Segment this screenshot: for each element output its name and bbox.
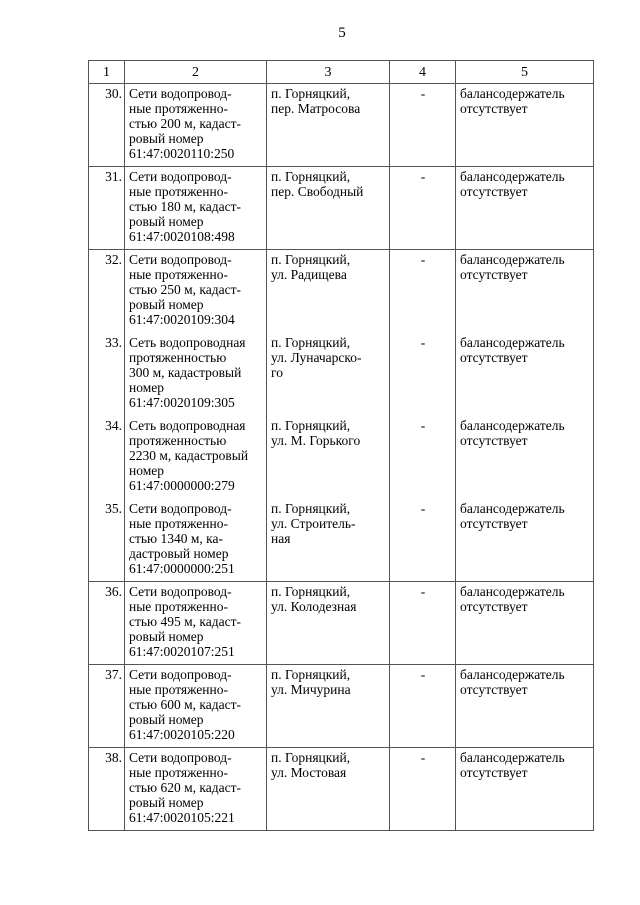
balance-holder-line: отсутствует — [460, 349, 528, 365]
object-description — [125, 250, 267, 333]
page-number: 5 — [338, 25, 346, 41]
object-address-line: ул. Строитель- — [271, 515, 356, 531]
balance-holder — [456, 665, 594, 748]
object-address-line: го — [271, 364, 283, 380]
table-row — [89, 250, 594, 333]
object-description-line: стью 620 м, кадаст- — [129, 780, 242, 795]
object-description-line: 61:47:0020109:304 — [129, 312, 235, 327]
column-4-value: - — [390, 665, 456, 748]
balance-holder — [456, 748, 594, 831]
balance-holder-line: отсутствует — [460, 515, 528, 531]
balance-holder-line: балансодержатель — [460, 417, 565, 433]
object-description-line: стью 250 м, кадаст- — [129, 282, 242, 297]
object-description — [125, 416, 267, 499]
column-4-value: - — [390, 416, 456, 499]
balance-holder-line: балансодержатель — [460, 169, 565, 184]
object-description-line: дастровый номер — [129, 545, 229, 561]
object-description-line: ные протяженно- — [129, 184, 228, 199]
row-number: 38. — [89, 748, 125, 831]
object-description — [125, 582, 267, 665]
balance-holder — [456, 84, 594, 167]
object-description-line: 61:47:0020110:250 — [129, 146, 235, 161]
balance-holder — [456, 250, 594, 333]
object-address-line: п. Горняцкий, — [271, 500, 351, 516]
header-cell-4: 4 — [390, 61, 456, 84]
object-description-line: Сети водопровод- — [129, 750, 232, 765]
balance-holder — [456, 582, 594, 665]
column-4-value: - — [390, 84, 456, 167]
column-4-value: - — [390, 748, 456, 831]
row-number: 35. — [89, 499, 125, 582]
object-description-line: Сеть водопроводная — [129, 417, 246, 433]
object-description-line: ные протяженно- — [129, 682, 228, 697]
object-address-line: ул. Луначарско- — [271, 349, 362, 365]
object-description-line: Сети водопровод- — [129, 252, 232, 267]
balance-holder-line: балансодержатель — [460, 500, 565, 516]
object-description-line: протяженностью — [129, 432, 227, 448]
object-address-line: п. Горняцкий, — [271, 417, 351, 433]
balance-holder — [456, 333, 594, 416]
object-description-line: стью 495 м, кадаст- — [129, 614, 242, 629]
object-description — [125, 84, 267, 167]
object-description-line: ровый номер — [129, 629, 204, 644]
table-row — [89, 499, 594, 582]
object-address-line: ная — [271, 530, 291, 546]
object-description-line: стью 180 м, кадаст- — [129, 199, 242, 214]
balance-holder-line: балансодержатель — [460, 86, 565, 101]
object-description-line: Сети водопровод- — [129, 584, 232, 599]
object-description-line: протяженностью — [129, 349, 227, 365]
row-number: 36. — [89, 582, 125, 665]
object-address-line: п. Горняцкий, — [271, 750, 351, 765]
object-description-line: ровый номер — [129, 297, 204, 312]
object-address-line: ул. Колодезная — [271, 599, 357, 614]
object-address-line: ул. М. Горького — [271, 432, 361, 448]
object-address-line: п. Горняцкий, — [271, 667, 351, 682]
column-4-value: - — [390, 499, 456, 582]
row-number: 32. — [89, 250, 125, 333]
object-description-line: ные протяженно- — [129, 101, 228, 116]
object-address-line: пер. Свободный — [271, 184, 364, 199]
column-4-value: - — [390, 167, 456, 250]
object-address-line: ул. Мичурина — [271, 682, 351, 697]
header-cell-1: 1 — [89, 61, 125, 84]
table-row — [89, 167, 594, 250]
column-4-value: - — [390, 333, 456, 416]
object-description-line: стью 200 м, кадаст- — [129, 116, 242, 131]
object-description-line: ровый номер — [129, 214, 204, 229]
object-description-line: Сеть водопроводная — [129, 334, 246, 350]
object-description-line: Сети водопровод- — [129, 500, 232, 516]
object-description-line: Сети водопровод- — [129, 86, 232, 101]
object-description-line: ровый номер — [129, 795, 204, 810]
object-description-line: 300 м, кадастровый — [129, 364, 242, 380]
object-description-line: 61:47:0000000:279 — [129, 477, 235, 493]
header-row — [89, 61, 594, 84]
object-address — [267, 499, 390, 582]
object-description-line: стью 600 м, кадаст- — [129, 697, 242, 712]
object-description-line: ровый номер — [129, 131, 204, 146]
table-row — [89, 582, 594, 665]
object-address-line: п. Горняцкий, — [271, 86, 351, 101]
object-description-line: 61:47:0000000:251 — [129, 560, 235, 576]
object-description — [125, 167, 267, 250]
object-description-line: стью 1340 м, ка- — [129, 530, 224, 546]
object-description-line: ные протяженно- — [129, 765, 228, 780]
object-description-line: ные протяженно- — [129, 515, 228, 531]
balance-holder-line: отсутствует — [460, 101, 528, 116]
header-cell-5: 5 — [456, 61, 594, 84]
object-address — [267, 250, 390, 333]
object-address-line: п. Горняцкий, — [271, 169, 351, 184]
row-number: 37. — [89, 665, 125, 748]
row-number: 33. — [89, 333, 125, 416]
object-description-line: ные протяженно- — [129, 267, 228, 282]
object-address-line: п. Горняцкий, — [271, 252, 351, 267]
column-4-value: - — [390, 250, 456, 333]
object-address-line: п. Горняцкий, — [271, 334, 351, 350]
row-number: 31. — [89, 167, 125, 250]
object-address — [267, 748, 390, 831]
registry-table — [88, 60, 594, 831]
balance-holder-line: отсутствует — [460, 184, 528, 199]
object-description-line: 61:47:0020108:498 — [129, 229, 235, 244]
header-cell-2: 2 — [125, 61, 267, 84]
balance-holder-line: балансодержатель — [460, 334, 565, 350]
object-description — [125, 748, 267, 831]
object-description — [125, 499, 267, 582]
object-address-line: ул. Мостовая — [271, 765, 347, 780]
object-description-line: 61:47:0020105:221 — [129, 810, 235, 825]
balance-holder — [456, 499, 594, 582]
object-address — [267, 333, 390, 416]
object-description-line: номер — [129, 462, 165, 478]
object-address-line: пер. Матросова — [271, 101, 361, 116]
table-row — [89, 84, 594, 167]
object-description-line: 61:47:0020105:220 — [129, 727, 235, 742]
object-address — [267, 167, 390, 250]
balance-holder-line: отсутствует — [460, 599, 528, 614]
balance-holder-line: балансодержатель — [460, 584, 565, 599]
object-description-line: Сети водопровод- — [129, 667, 232, 682]
header-cell-3: 3 — [267, 61, 390, 84]
object-address — [267, 84, 390, 167]
object-address — [267, 416, 390, 499]
object-description-line: 61:47:0020109:305 — [129, 394, 235, 410]
table-row — [89, 333, 594, 416]
object-description-line: ные протяженно- — [129, 599, 228, 614]
object-address-line: п. Горняцкий, — [271, 584, 351, 599]
balance-holder — [456, 416, 594, 499]
object-description-line: номер — [129, 379, 165, 395]
balance-holder-line: отсутствует — [460, 267, 528, 282]
object-address — [267, 665, 390, 748]
object-description-line: Сети водопровод- — [129, 169, 232, 184]
table-row — [89, 416, 594, 499]
column-4-value: - — [390, 582, 456, 665]
object-description-line: 2230 м, кадастровый — [129, 447, 249, 463]
balance-holder-line: отсутствует — [460, 432, 528, 448]
balance-holder-line: отсутствует — [460, 765, 528, 780]
table-row — [89, 748, 594, 831]
balance-holder-line: отсутствует — [460, 682, 528, 697]
table-body — [89, 84, 594, 831]
table-row — [89, 665, 594, 748]
balance-holder-line: балансодержатель — [460, 252, 565, 267]
balance-holder-line: балансодержатель — [460, 750, 565, 765]
object-description-line: 61:47:0020107:251 — [129, 644, 235, 659]
object-description-line: ровый номер — [129, 712, 204, 727]
object-address-line: ул. Радищева — [271, 267, 347, 282]
object-description — [125, 333, 267, 416]
balance-holder — [456, 167, 594, 250]
balance-holder-line: балансодержатель — [460, 667, 565, 682]
row-number: 34. — [89, 416, 125, 499]
row-number: 30. — [89, 84, 125, 167]
object-description — [125, 665, 267, 748]
object-address — [267, 582, 390, 665]
